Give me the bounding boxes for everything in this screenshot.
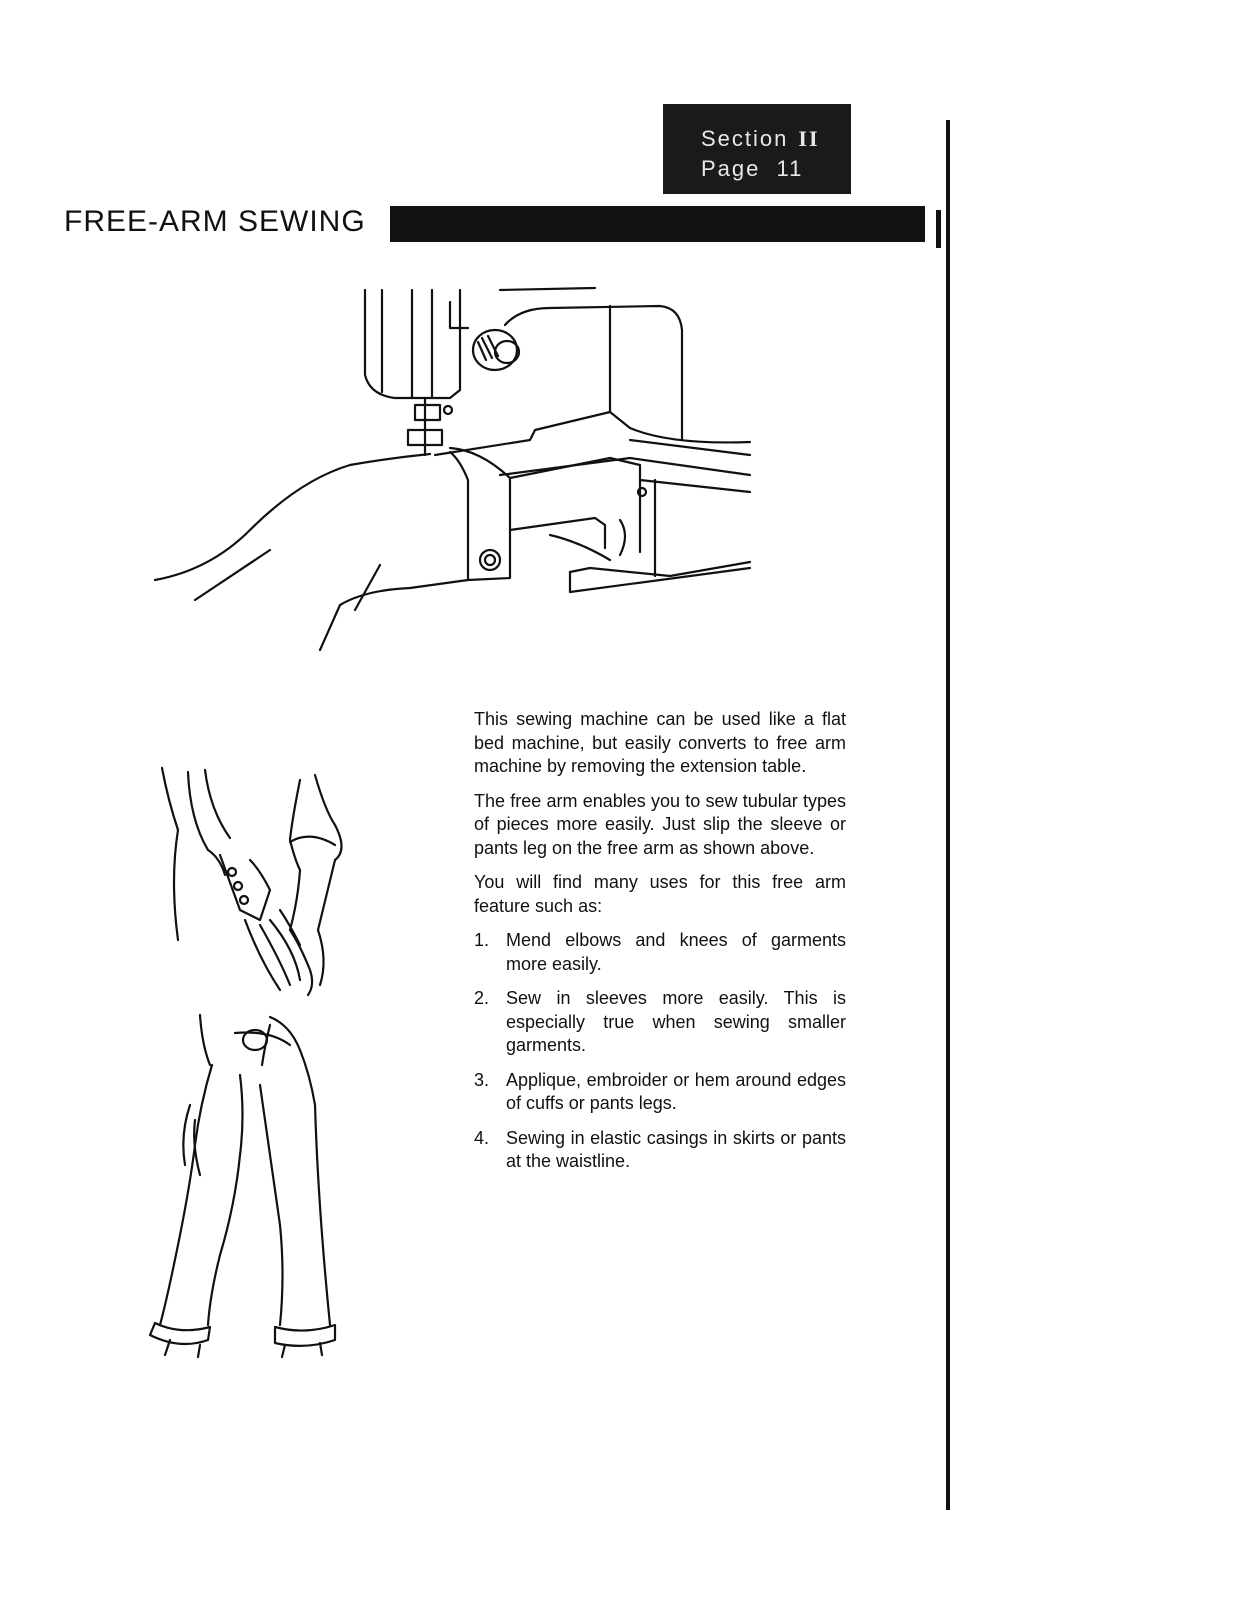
- body-text: [474, 708, 846, 1185]
- section-label: Section: [701, 126, 789, 151]
- list-text: Applique, embroider or hem around edges of cuffs or pants legs.: [506, 1069, 846, 1113]
- paragraph-1: This sewing machine can be used like a flat bed machine, but easily converts to free arm machine by removing the extension table.: [474, 709, 846, 776]
- page-line: [701, 154, 851, 184]
- section-page-box: [663, 104, 851, 194]
- paragraph-2: The free arm enables you to sew tubular types of pieces more easily. Just slip the sleeve or pants leg on the free arm as shown above.: [474, 790, 846, 858]
- title-bar: [390, 206, 925, 242]
- list-item: [474, 929, 846, 976]
- right-margin-rule: [946, 120, 950, 1510]
- page-number: 11: [776, 156, 804, 181]
- page-title: FREE-ARM SEWING: [64, 205, 366, 238]
- paragraph-3: You will find many uses for this free arm feature such as:: [474, 872, 846, 916]
- list-number: 4.: [474, 1127, 490, 1148]
- list-text: Sew in sleeves more easily. This is especially true when sewing smaller garments.: [506, 988, 846, 1055]
- section-number: II: [798, 126, 820, 151]
- free-arm-machine-illustration: [150, 280, 770, 660]
- list-number: 3.: [474, 1069, 490, 1090]
- page-label: Page: [701, 156, 761, 181]
- list-number: 1.: [474, 930, 490, 950]
- list-item: [474, 1069, 846, 1116]
- list-item: [474, 1127, 846, 1174]
- list-number: 2.: [474, 988, 490, 1008]
- sleeve-cuff-illustration: [150, 760, 360, 1000]
- right-margin-mark: [936, 210, 941, 248]
- uses-list: [474, 929, 846, 1174]
- list-text: Sewing in elastic casings in skirts or pants at the waistline.: [506, 1127, 846, 1171]
- pants-illustration: [140, 1005, 370, 1365]
- section-line: [701, 124, 851, 154]
- list-text: Mend elbows and knees of garments more easily.: [506, 930, 846, 974]
- list-item: [474, 987, 846, 1058]
